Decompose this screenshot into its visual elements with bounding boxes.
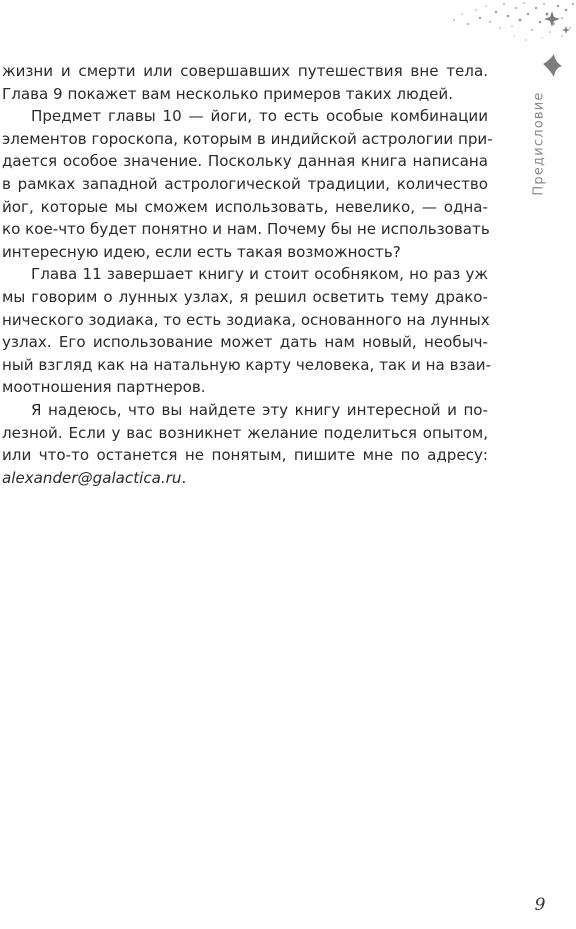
text-line: Глава 11 завершает книгу и стоит особняком, но раз уж bbox=[31, 265, 488, 284]
text-line: лезной. Если у вас возникнет желание поделиться опытом, bbox=[2, 423, 488, 442]
paragraph bbox=[2, 399, 488, 489]
text-line: Глава 9 покажет вам несколько примеров таких людей. bbox=[2, 84, 454, 103]
email-link[interactable]: alexander@galactica.ru bbox=[2, 468, 182, 487]
text-line: элементов гороскопа, которым в индийской астрологии при- bbox=[2, 129, 493, 148]
text-line: ко кое-что будет понятно и нам. Почему бы не использовать bbox=[2, 220, 490, 239]
text-line: йог, которые мы сможем использовать, невелико, — одна- bbox=[2, 197, 488, 216]
paragraph bbox=[2, 263, 492, 399]
text-line: в рамках западной астрологической традиции, количество bbox=[2, 174, 488, 193]
text-line: дается особое значение. Поскольку данная книга написана bbox=[2, 152, 488, 171]
text-line: моотношения партнеров. bbox=[2, 378, 206, 397]
running-head-text: Предисловие bbox=[531, 90, 547, 196]
text-line: Я надеюсь, что вы найдете эту книгу интересной и по- bbox=[31, 400, 488, 419]
paragraph bbox=[2, 60, 488, 105]
page-number: 9 bbox=[534, 895, 546, 915]
text-line: узлах. Его использование может дать нам новый, необыч- bbox=[2, 333, 488, 352]
running-head bbox=[514, 88, 564, 198]
text-line: нического зодиака, то есть зодиака, основанного на лунных bbox=[2, 310, 490, 329]
paragraph bbox=[2, 105, 493, 263]
text-line: Предмет главы 10 — йоги, то есть особые комбинации bbox=[31, 107, 488, 126]
body-text bbox=[2, 60, 493, 489]
text-line: жизни и смерти или совершавших путешествия вне тела. bbox=[2, 62, 488, 80]
email-suffix: . bbox=[181, 468, 187, 487]
text-line: мы говорим о лунных узлах, я решил осветить тему драко- bbox=[2, 287, 488, 306]
text-line: интересную идею, если есть такая возможность? bbox=[2, 242, 401, 261]
text-line bbox=[2, 467, 488, 490]
text-line: или что-то останется не понятым, пишите мне по адресу: bbox=[2, 446, 488, 465]
text-line: ный взгляд как на натальную карту человека, так и на взаи- bbox=[2, 355, 492, 374]
